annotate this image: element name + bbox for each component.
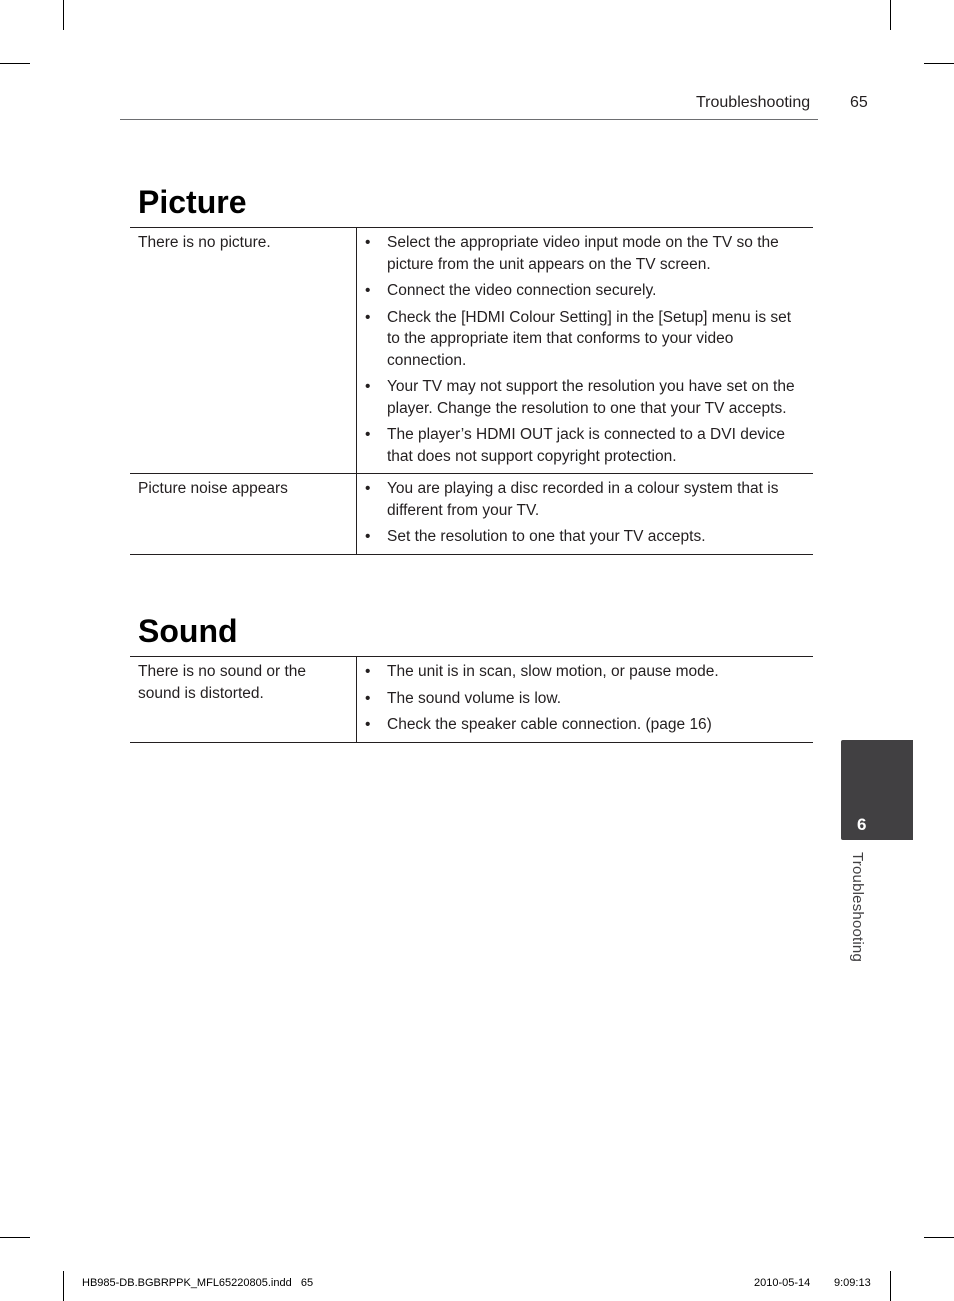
problem-cell: Picture noise appears: [130, 474, 357, 555]
bullet-icon: •: [365, 716, 371, 733]
footer-filename: HB985-DB.BGBRPPK_MFL65220805.indd 65: [82, 1277, 314, 1289]
list-item: [365, 232, 805, 275]
bullet-icon: •: [365, 528, 371, 545]
list-item: [365, 688, 805, 710]
list-item: [365, 376, 805, 419]
chapter-tab: [841, 740, 913, 840]
remedy-text: Your TV may not support the resolution you have set on the player. Change the resolution to one that your TV accepts.: [387, 378, 795, 417]
table-row: [130, 228, 813, 474]
remedy-cell: [357, 474, 814, 555]
bullet-icon: •: [365, 308, 371, 326]
page-number: 65: [850, 94, 868, 111]
problem-cell: There is no picture.: [130, 228, 357, 474]
remedy-text: Check the speaker cable connection. (page 16): [387, 716, 712, 733]
sound-table-body: [130, 657, 813, 743]
footer-time: 9:09:13: [834, 1277, 871, 1289]
picture-table-body: [130, 228, 813, 555]
table-row: [130, 657, 813, 743]
bullet-icon: •: [365, 378, 371, 395]
remedy-text: You are playing a disc recorded in a colour system that is different from your TV.: [387, 480, 779, 519]
chapter-number: 6: [857, 815, 867, 834]
remedy-cell: [357, 228, 814, 474]
remedy-list: [365, 661, 805, 736]
remedy-text: Set the resolution to one that your TV accepts.: [387, 528, 706, 545]
crop-mark: [0, 63, 30, 64]
crop-mark: [0, 1237, 30, 1238]
list-item: [365, 424, 805, 467]
remedy-list: [365, 232, 805, 467]
table-row: [130, 474, 813, 555]
remedy-cell: [357, 657, 814, 743]
remedy-text: Check the [HDMI Colour Setting] in the [Setup] menu is set to the appropriate item that conforms to your video connection.: [387, 308, 792, 369]
bullet-icon: •: [365, 689, 371, 707]
problem-cell: There is no sound or the sound is distorted.: [130, 657, 357, 743]
remedy-text: The player’s HDMI OUT jack is connected to a DVI device that does not support copyright protection.: [387, 426, 785, 465]
picture-troubleshooting-table: [130, 227, 813, 555]
chapter-label: Troubleshooting: [849, 852, 866, 963]
crop-mark: [63, 1271, 64, 1301]
list-item: [365, 280, 805, 302]
footer-date: 2010-05-14: [754, 1277, 811, 1289]
section-title-sound: Sound: [138, 613, 238, 649]
crop-mark: [890, 1271, 891, 1301]
running-header-section: Troubleshooting: [696, 94, 811, 111]
crop-mark: [890, 0, 891, 30]
list-item: [365, 526, 805, 548]
section-title-picture: Picture: [138, 184, 247, 220]
bullet-icon: •: [365, 663, 371, 680]
remedy-text: Connect the video connection securely.: [387, 282, 657, 299]
list-item: [365, 661, 805, 683]
crop-mark: [924, 63, 954, 64]
list-item: [365, 307, 805, 372]
bullet-icon: •: [365, 426, 371, 443]
list-item: [365, 714, 805, 736]
sound-troubleshooting-table: [130, 656, 813, 743]
list-item: [365, 478, 805, 521]
remedy-text: The unit is in scan, slow motion, or pause mode.: [387, 663, 719, 680]
bullet-icon: •: [365, 282, 371, 299]
header-divider: [120, 119, 818, 120]
remedy-list: [365, 478, 805, 548]
bullet-icon: •: [365, 234, 371, 251]
bullet-icon: •: [365, 480, 371, 497]
crop-mark: [63, 0, 64, 30]
remedy-text: The sound volume is low.: [387, 689, 562, 707]
crop-mark: [924, 1237, 954, 1238]
remedy-text: Select the appropriate video input mode on the TV so the picture from the unit appears on the TV screen.: [387, 234, 779, 273]
